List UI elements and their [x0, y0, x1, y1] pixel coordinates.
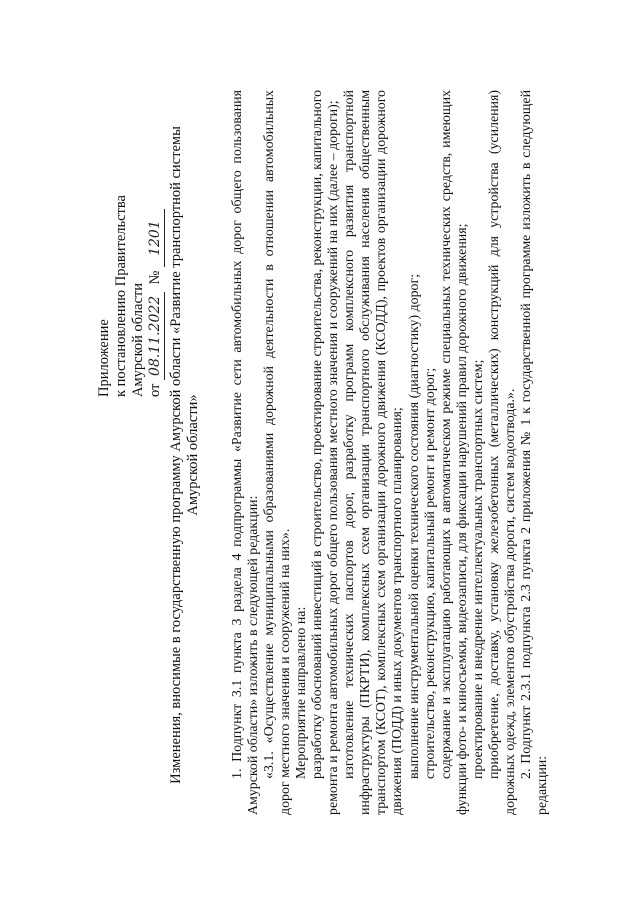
- paragraph: Мероприятие направлено на:: [294, 606, 310, 779]
- paragraph: разработку обоснований инвестиций в строительство, проектирование строительства, реконструкции, капитального ремонта и ремонта автомобильных дорог общего пользования местного значения и сооружений на них (далее – дороги);: [310, 89, 342, 815]
- number-prefix: №: [147, 270, 163, 285]
- handwritten-number: 1201: [147, 209, 165, 267]
- paragraph: строительство, реконструкцию, капитальный ремонт и ремонт дорог;: [422, 367, 438, 779]
- approval-line-appendix: Приложение: [96, 319, 112, 397]
- approval-line-decree: к постановлению Правительства: [113, 195, 129, 397]
- paragraph: приобретение, доставку, установку железобетонных (металлических) конструкций для устройства (усиления) дорожных одежд, элементов обустройства дороги, систем водоотвода.».: [486, 90, 518, 815]
- paragraph: проектирование и внедрение интеллектуальных транспортных систем;: [470, 359, 486, 779]
- handwritten-date: 08.11.2022: [147, 292, 165, 380]
- approval-line-region: Амурской области: [130, 283, 146, 397]
- paragraph: 2. Подпункт 2.3.1 подпункта 2.3 пункта 2 приложения № 1 к государственной программе изложить в следующей редакции:: [518, 90, 550, 815]
- paragraph: содержание и эксплуатацию работающих в автоматическом режиме специальных технических средств, имеющих функции фото- и киносъемки, видеозаписи, для фиксации нарушений правил дорожного движения;: [438, 90, 470, 815]
- document-title: [168, 95, 202, 815]
- document-body: [230, 90, 551, 815]
- paragraph: изготовление технических паспортов дорог, разработку программ комплексного развития транспортной инфраструктуры (ПКРТИ), комплексных схем организации транспортного обслуживания населения общественным транспортом (КСОТ), комплексных схем организации дорожного движения (КСОДД), проектов организации дорожного движения (ПОДД) и иных документов транспортного планирования;: [342, 90, 406, 815]
- paragraph: «3.1. «Осуществление муниципальными образованиями дорожной деятельности в отношении автомобильных дорог местного значения и сооружений на них».: [262, 90, 294, 815]
- paragraph: 1. Подпункт 3.1 пункта 3 раздела 4 подпрограммы «Развитие сети автомобильных дорог общего пользования Амурской области» изложить в следующей редакции:: [230, 90, 262, 815]
- approval-block: [96, 97, 165, 397]
- title-line-1: Изменения, вносимые в государственную программу Амурской области «Развитие транспортной системы: [168, 126, 184, 784]
- paragraph: выполнение инструментальной оценки технического состояния (диагностику) дорог;: [406, 273, 422, 779]
- title-line-2: Амурской области»: [185, 394, 201, 516]
- approval-date-line: [147, 97, 165, 397]
- date-prefix: от: [147, 383, 163, 397]
